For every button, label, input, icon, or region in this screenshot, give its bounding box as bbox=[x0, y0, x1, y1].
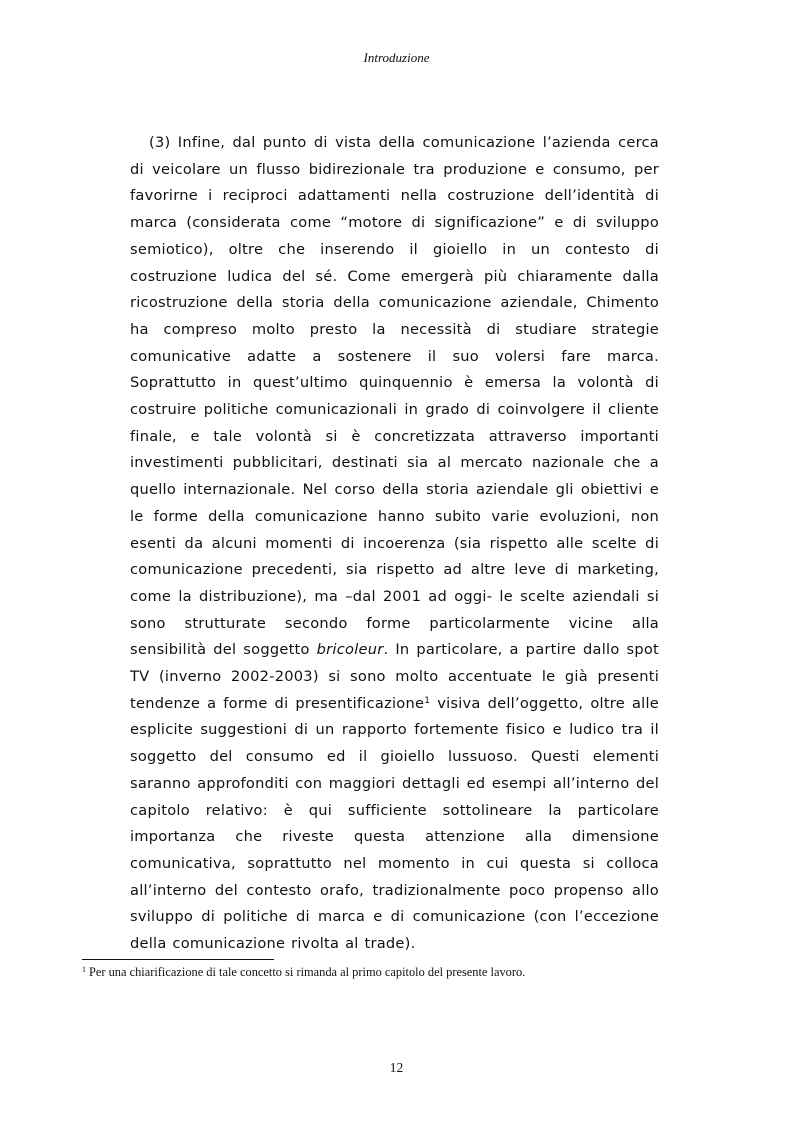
paragraph-text-part-3: visiva dell’oggetto, oltre alle esplicite suggestioni di un rapporto fortemente fisico e ludico tra il soggetto del consumo ed il gioiello lussuoso. Questi elementi saranno approfonditi con maggiori dettagli ed esempi all’interno del capitolo relativo: è qui sufficiente sottolineare la particolare importanza che riveste questa attenzione alla dimensione comunicativa, soprattutto nel momento in cui questa si colloca all’interno del contesto orafo, tradizionalmente poco propenso allo sviluppo di politiche di marca e di comunicazione (con l’eccezione della comunicazione rivolta al trade). bbox=[130, 694, 659, 953]
footnote-separator bbox=[82, 959, 274, 960]
footnote-reference: 1 bbox=[424, 695, 431, 706]
footnote bbox=[82, 965, 702, 980]
italic-term-bricoleur: bricoleur bbox=[316, 641, 384, 659]
paragraph-text-part-1: (3) Infine, dal punto di vista della comunicazione l’azienda cerca di veicolare un flusso bidirezionale tra produzione e consumo, per favorirne i reciproci adattamenti nella costruzione dell’identità di marca (considerata come “motore di significazione” e di sviluppo semiotico), oltre che inserendo il gioiello in un contesto di costruzione ludica del sé. Come emergerà più chiaramente dalla ricostruzione della storia della comunicazione aziendale, Chimento ha compreso molto presto la necessità di studiare strategie comunicative adatte a sostenere il suo volersi fare marca. Soprattutto in quest’ultimo quinquennio è emersa la volontà di costruire politiche comunicazionali in grado di coinvolgere il cliente finale, e tale volontà si è concretizzata attraverso importanti investimenti pubblicitari, destinati sia al mercato nazionale che a quello internazionale. Nel corso della storia aziendale gli obiettivi e le forme della comunicazione hanno subito varie evoluzioni, non esenti da alcuni momenti di incoerenza (sia rispetto alle scelte di comunicazione precedenti, sia rispetto ad altre leve di marketing, come la distribuzione), ma –dal 2001 ad oggi- le scelte aziendali si sono strutturate secondo forme particolarmente vicine alla sensibilità del soggetto bbox=[130, 134, 659, 659]
page-number: 12 bbox=[389, 1060, 404, 1075]
footnote-text: Per una chiarificazione di tale concetto si rimanda al primo capitolo del presente lavoro. bbox=[89, 965, 526, 979]
footnote-number: 1 bbox=[82, 965, 86, 974]
paragraph-text-part-2: . In particolare, a partire dallo spot TV (inverno 2002-2003) si sono molto accentuate le già presenti tendenze a forme di presentificazione bbox=[130, 641, 659, 712]
body-paragraph bbox=[130, 130, 659, 958]
running-header: Introduzione bbox=[363, 50, 430, 65]
